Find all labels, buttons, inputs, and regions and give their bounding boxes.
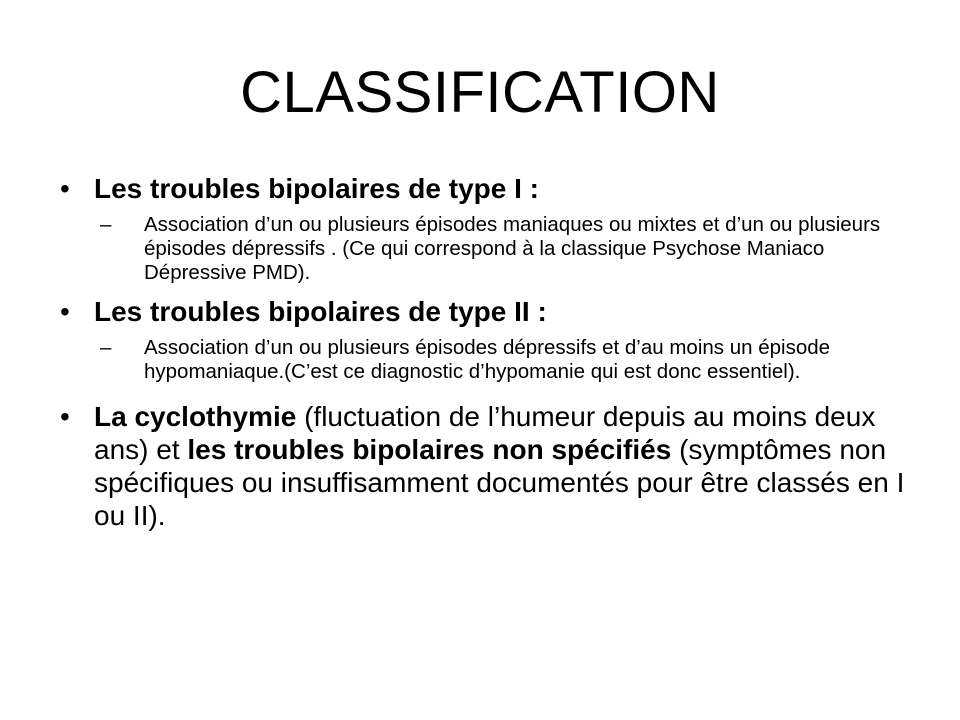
- slide-content: [60, 172, 920, 532]
- sub-bullet-text: Association d’un ou plusieurs épisodes maniaques ou mixtes et d’un ou plusieurs épisodes dépressifs . (Ce qui correspond à la classique Psychose Maniaco Dépressive PMD).: [144, 213, 881, 284]
- term-non-specifies: les troubles bipolaires non spécifiés: [187, 434, 672, 465]
- bullet-marker: •: [60, 401, 70, 432]
- sub-bullet-text: Association d’un ou plusieurs épisodes dépressifs et d’au moins un épisode hypomaniaque.(C’est ce diagnostic d’hypomanie qui est donc essentiel).: [144, 336, 831, 383]
- sub-bullet-type-1: [60, 213, 920, 285]
- bullet-text: [94, 401, 904, 531]
- bullet-marker: •: [60, 173, 70, 204]
- bullet-heading: Les troubles bipolaires de type I :: [94, 173, 539, 204]
- bullet-type-1: [60, 172, 920, 205]
- bullet-marker: •: [60, 296, 70, 327]
- bullet-type-2: [60, 295, 920, 328]
- bullet-cyclothymie: [60, 400, 920, 532]
- sub-bullet-type-2: [60, 336, 920, 384]
- bullet-heading: Les troubles bipolaires de type II :: [94, 296, 547, 327]
- dash-marker: –: [100, 213, 112, 236]
- slide-title: CLASSIFICATION: [240, 60, 720, 125]
- text-segment: (symptômes non spécifiques ou insuffisamment documentés pour être classés en I ou II).: [94, 434, 905, 531]
- text-segment: (fluctuation de l’humeur depuis au moins deux ans) et: [94, 401, 876, 465]
- term-cyclothymie: La cyclothymie: [94, 401, 297, 432]
- dash-marker: –: [100, 336, 112, 359]
